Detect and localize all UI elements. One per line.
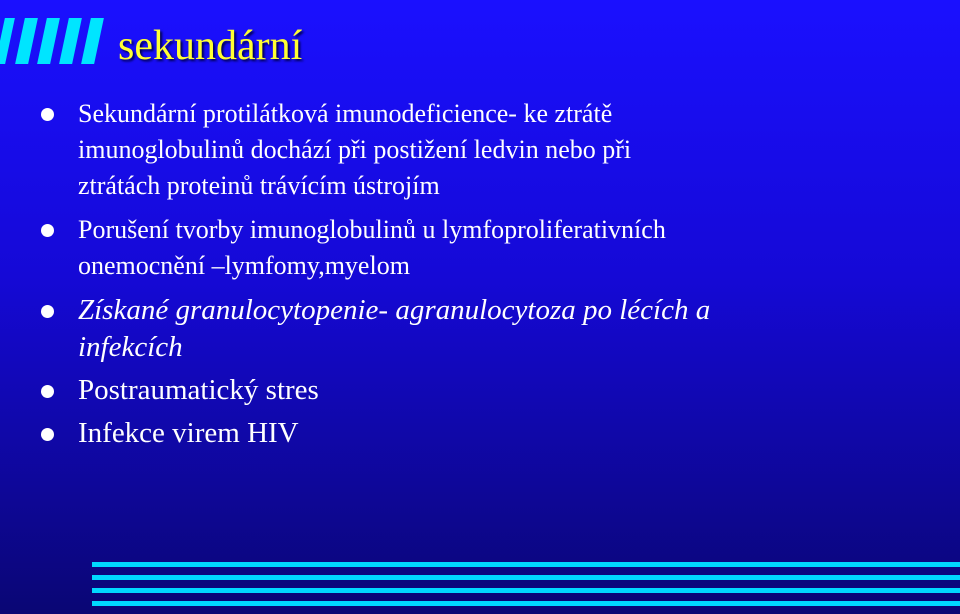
bullet-text-line: onemocnění –lymfomy,myelom <box>78 251 410 280</box>
bullet-item <box>0 372 940 409</box>
bullet-dot-icon <box>41 224 54 237</box>
deco-bar <box>15 18 38 64</box>
bullet-text-line: infekcích <box>78 331 183 363</box>
slide-title: sekundární <box>118 23 303 69</box>
bullet-item <box>0 212 940 284</box>
bullet-text-line: Infekce virem HIV <box>78 417 299 449</box>
bullet-dot-icon <box>41 385 54 398</box>
bullet-dot-icon <box>41 108 54 121</box>
deco-bar <box>59 18 82 64</box>
footer-decoration-lines <box>92 562 960 606</box>
footer-line <box>92 562 960 567</box>
deco-bar <box>81 18 104 64</box>
bullet-item <box>0 415 940 452</box>
bullet-item <box>0 96 940 204</box>
bullet-text-line: Postraumatický stres <box>78 374 319 406</box>
bullet-dot-icon <box>41 428 54 441</box>
bullet-text-line: Porušení tvorby imunoglobulinů u lymfoproliferativních <box>78 215 666 244</box>
deco-bar <box>37 18 60 64</box>
bullet-text-line: ztrátách proteinů trávícím ústrojím <box>78 171 440 200</box>
bullet-item <box>0 292 940 366</box>
footer-line <box>92 575 960 580</box>
footer-line <box>92 601 960 606</box>
footer-line <box>92 588 960 593</box>
bullet-list <box>0 96 940 458</box>
bullet-text-line: imunoglobulinů dochází při postižení ledvin nebo při <box>78 135 632 164</box>
bullet-dot-icon <box>41 305 54 318</box>
bullet-text-line: Získané granulocytopenie- agranulocytoza po lécích a <box>78 294 711 326</box>
title-decoration-bars <box>0 18 112 64</box>
bullet-text-line: Sekundární protilátková imunodeficience- ke ztrátě <box>78 99 613 128</box>
deco-bar <box>0 18 15 64</box>
